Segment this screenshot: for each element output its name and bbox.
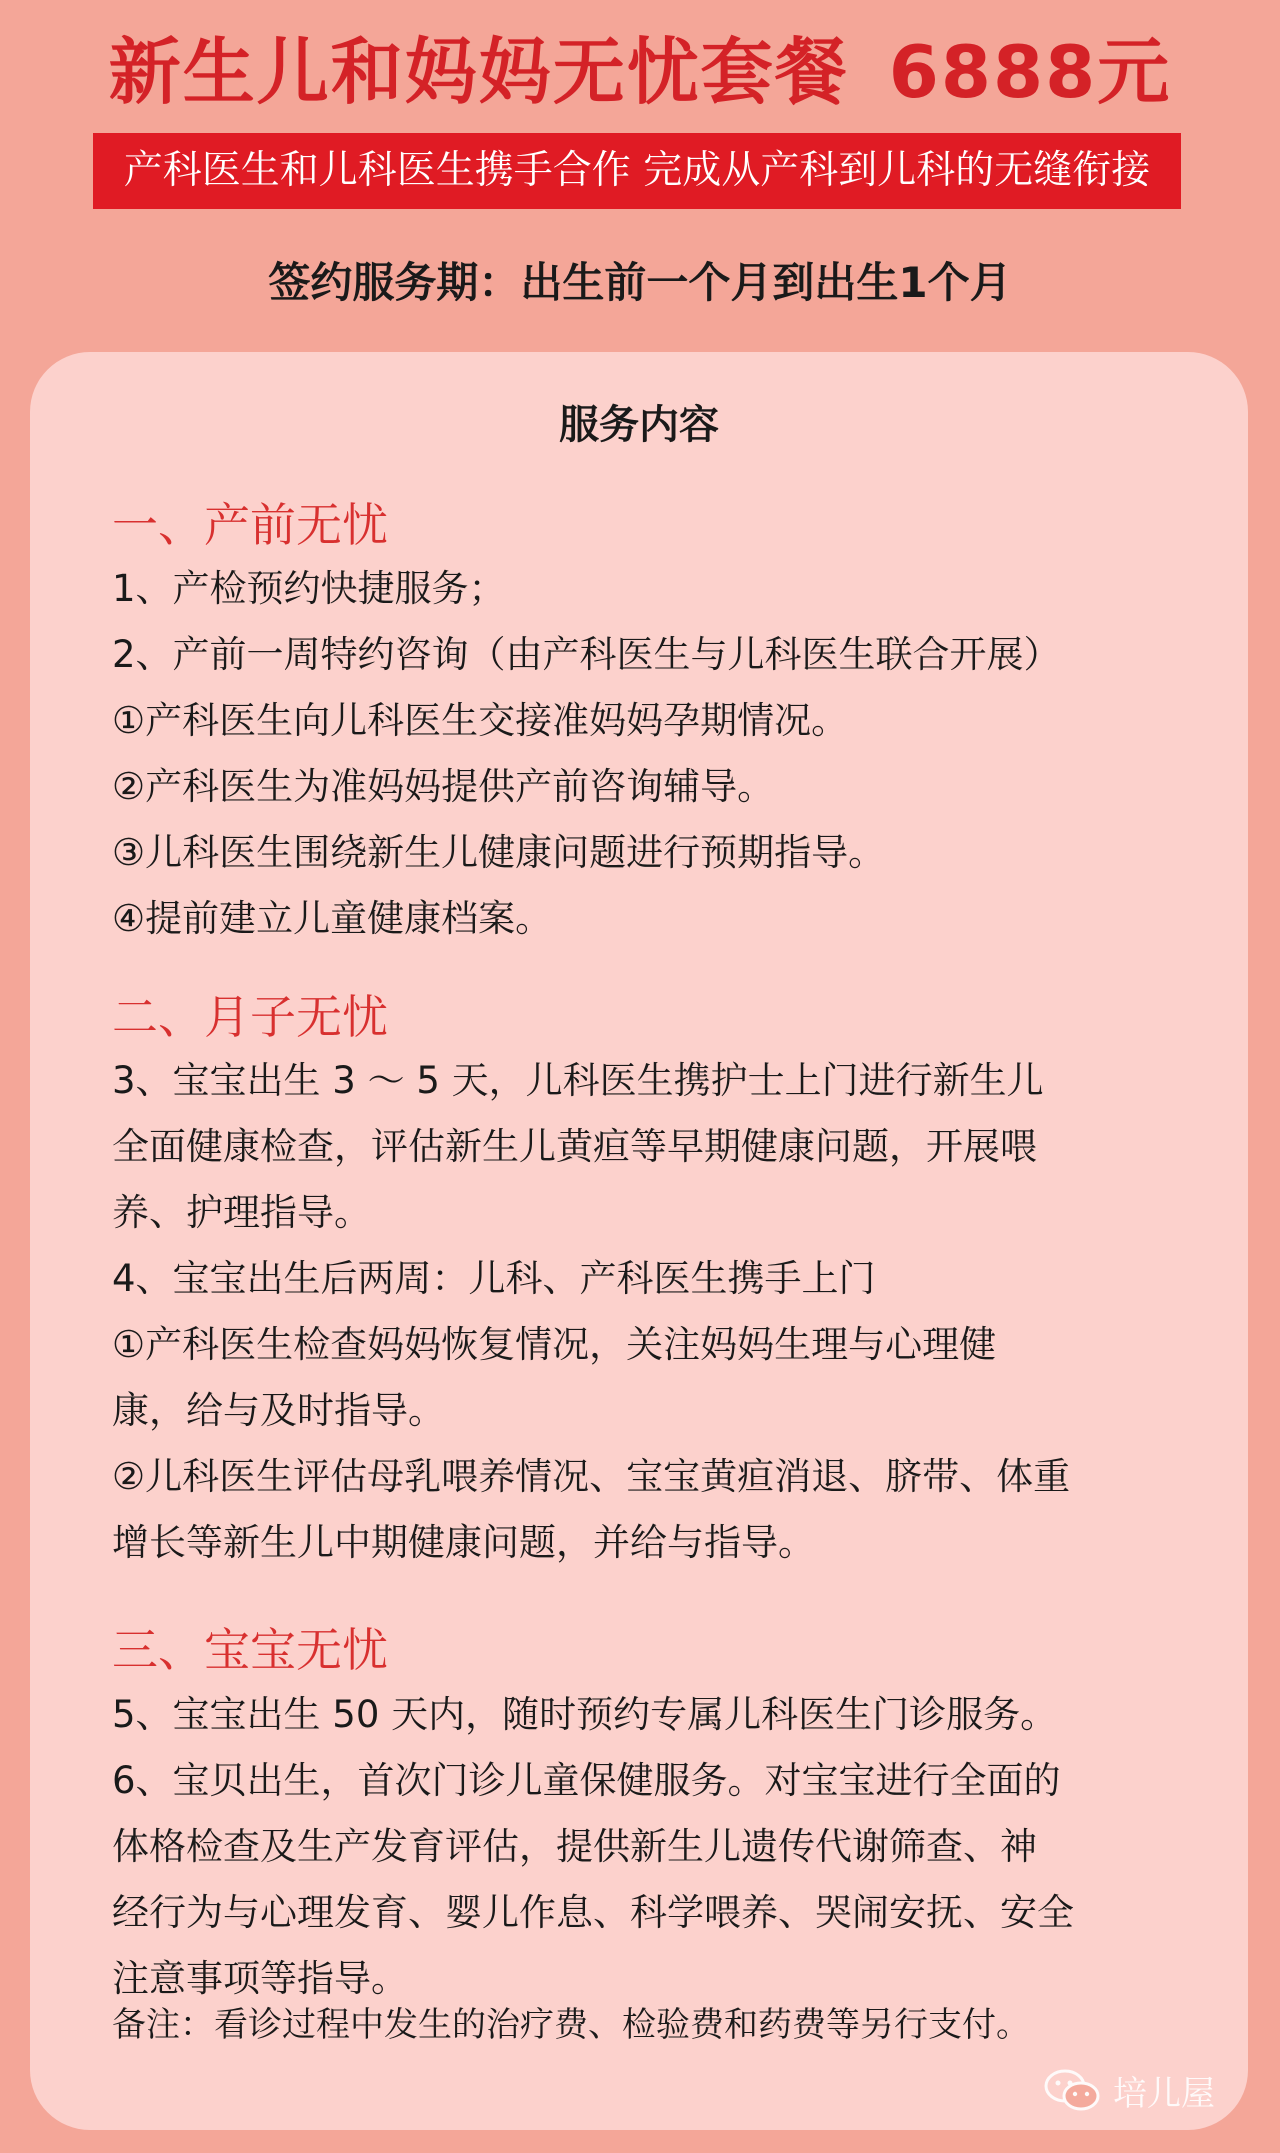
page-title bbox=[0, 22, 1280, 122]
section-lines-prenatal bbox=[112, 556, 1222, 952]
list-item: ④提前建立儿童健康档案。 bbox=[112, 897, 553, 940]
list-item: 3、宝宝出生 3 ～ 5 天，儿科医生携护士上门进行新生儿 bbox=[112, 1059, 1044, 1102]
list-item: ③儿科医生围绕新生儿健康问题进行预期指导。 bbox=[112, 831, 886, 874]
list-item: 养、护理指导。 bbox=[112, 1191, 371, 1234]
list-item: 增长等新生儿中期健康问题，并给与指导。 bbox=[112, 1521, 815, 1564]
package-name: 新生儿和妈妈无忧套餐 bbox=[108, 30, 849, 114]
remark-note: 备注：看诊过程中发生的治疗费、检验费和药费等另行支付。 bbox=[112, 2005, 1030, 2045]
section-lines-baby bbox=[112, 1682, 1222, 2012]
service-card bbox=[30, 352, 1248, 2130]
list-item: 6、宝贝出生，首次门诊儿童保健服务。对宝宝进行全面的 bbox=[112, 1759, 1061, 1802]
package-price: 6888元 bbox=[888, 30, 1172, 114]
section-heading-prenatal: 一、产前无忧 bbox=[112, 498, 388, 552]
section-heading-postpartum: 二、月子无忧 bbox=[112, 990, 388, 1044]
list-item: 注意事项等指导。 bbox=[112, 1957, 408, 2000]
list-item: ①产科医生向儿科医生交接准妈妈孕期情况。 bbox=[112, 699, 849, 742]
service-period: 签约服务期：出生前一个月到出生1个月 bbox=[268, 258, 1012, 307]
watermark bbox=[1043, 2060, 1215, 2120]
list-item: ②产科医生为准妈妈提供产前咨询辅导。 bbox=[112, 765, 775, 808]
list-item: 康，给与及时指导。 bbox=[112, 1389, 445, 1432]
list-item: 2、产前一周特约咨询（由产科医生与儿科医生联合开展） bbox=[112, 633, 1061, 676]
list-item: ①产科医生检查妈妈恢复情况，关注妈妈生理与心理健 bbox=[112, 1323, 997, 1366]
list-item: ②儿科医生评估母乳喂养情况、宝宝黄疸消退、脐带、体重 bbox=[112, 1455, 1071, 1498]
list-item: 5、宝宝出生 50 天内，随时预约专属儿科医生门诊服务。 bbox=[112, 1693, 1058, 1736]
list-item: 经行为与心理发育、婴儿作息、科学喂养、哭闹安抚、安全 bbox=[112, 1891, 1074, 1934]
list-item: 4、宝宝出生后两周：儿科、产科医生携手上门 bbox=[112, 1257, 876, 1300]
section-heading-baby: 三、宝宝无忧 bbox=[112, 1623, 388, 1677]
section-lines-postpartum bbox=[112, 1048, 1222, 1576]
banner: 产科医生和儿科医生携手合作 完成从产科到儿科的无缝衔接 bbox=[93, 133, 1181, 209]
wechat-icon bbox=[1043, 2066, 1103, 2114]
list-item: 1、产检预约快捷服务； bbox=[112, 567, 506, 610]
watermark-text: 培儿屋 bbox=[1113, 2073, 1215, 2114]
card-title: 服务内容 bbox=[559, 402, 719, 448]
list-item: 全面健康检查，评估新生儿黄疸等早期健康问题，开展喂 bbox=[112, 1125, 1037, 1168]
list-item: 体格检查及生产发育评估，提供新生儿遗传代谢筛查、神 bbox=[112, 1825, 1037, 1868]
